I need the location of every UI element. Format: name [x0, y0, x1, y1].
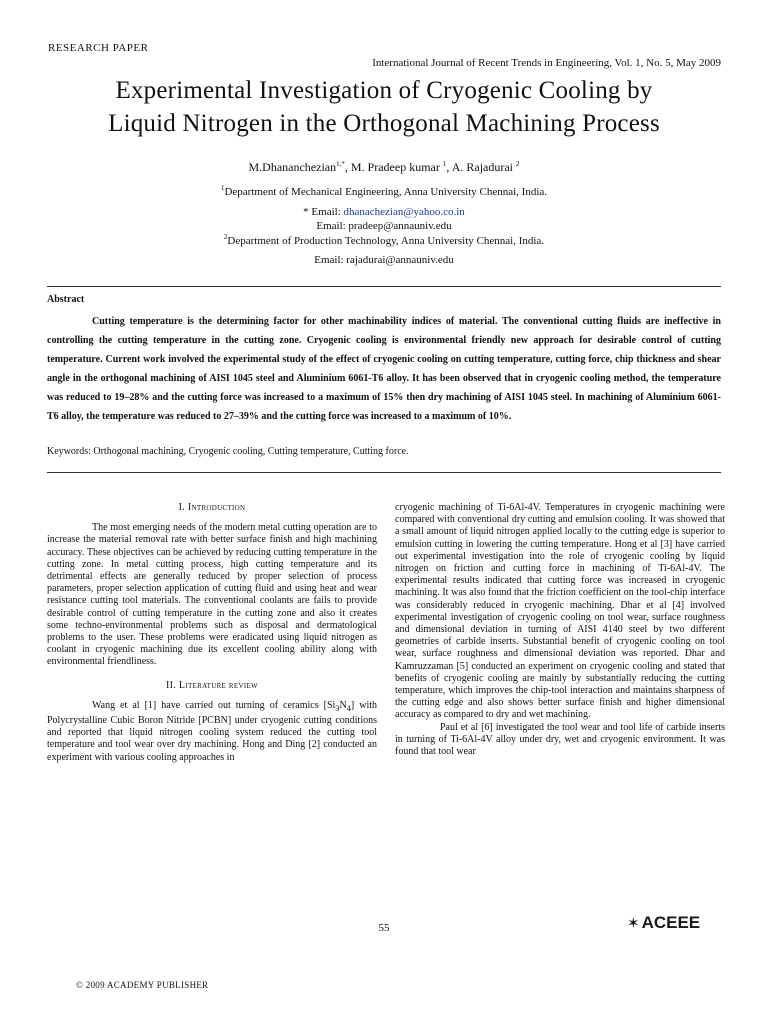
literature-text-b: N — [339, 699, 347, 711]
email-line-1 — [0, 206, 768, 218]
author-2-affil-mark: 1 — [442, 160, 447, 168]
star-icon: ✶ — [627, 915, 640, 932]
literature-text-a: Wang et al [1] have carried out turning of ceramics [Si — [92, 699, 336, 711]
affiliation-2 — [0, 233, 768, 247]
affiliation-1 — [0, 184, 768, 198]
email-1-prefix: * Email: — [303, 206, 344, 218]
left-column — [47, 502, 377, 764]
affiliation-2-mark: 2 — [223, 233, 228, 241]
right-column — [395, 502, 725, 758]
email-1-link[interactable]: dhanachezian@yahoo.co.in — [343, 206, 465, 218]
author-1-affil-mark: 1,* — [336, 160, 345, 168]
publisher-logo — [627, 913, 700, 933]
right-column-paragraph-1: cryogenic machining of Ti-6Al-4V. Temperatures in cryogenic machining were compared with conventional dry cutting and emulsion cooling. It was showed that a small amount of liquid nitrogen applied locally to the cutting edge is superior to emulsion cutting in lowering the cutting temperature. Hong et al [3] have carried out experimental investigation into the role of cryogenic cooling by liquid nitrogen on friction and cutting force in machining of Ti-6Al-4V. The experimental results indicated that cutting force was increased in cryogenic machining. It was also found that the friction coefficient on the tool-chip interface was considerably reduced in cryogenic machining. Dhar et al [4] involved experimental investigation of cryogenic cooling on tool wear, surface roughness and dimensional deviation in turning of AISI 4140 steel by two different geometries of carbide inserts. Substantial benefit of cryogenic cooling on tool wear, surface roughness and dimensional deviation was reported. Dhar and Kamruzzaman [5] conducted an experiment on cryogenic cooling and stated that benefits of cryogenic cooling are mainly by substantially reducing the cutting temperature, which improves the chip-tool interaction and maintains sharpness of the cutting edge and also shows better surface finish and higher dimensional accuracy as compared to dry and wet machining. — [395, 502, 725, 721]
article-type-label: RESEARCH PAPER — [48, 42, 149, 54]
divider-bottom — [47, 472, 721, 473]
author-2: , M. Pradeep kumar — [344, 160, 443, 174]
author-1: M.Dhananchezian — [248, 160, 337, 174]
email-line-3: Email: rajadurai@annauniv.edu — [314, 254, 454, 266]
right-column-paragraph-2: Paul et al [6] investigated the tool wear and tool life of carbide inserts in turning of Ti-6Al-4V alloy under dry, wet and cryogenic environment. It was found that tool wear — [395, 721, 725, 758]
author-list — [0, 160, 768, 175]
abstract-body: Cutting temperature is the determining factor for other machinability indices of material. The conventional cutting fluids are ineffective in controlling the cutting temperature in the cutting zone. Cryogenic cooling is environmental friendly new approach for desirable control of cutting temperature. Current work involved the experimental study of the effect of cryogenic cooling on cutting temperature, cutting force, chip thickness and shear angle in the orthogonal machining of AISI 1045 steel and Aluminium 6061-T6 alloy. It has been observed that in cryogenic cooling method, the temperature was reduced to 19–28% and the cutting force was increased to a maximum of 15% then dry machining of AISI 1045 steel. In machining of Aluminium 6061-T6 alloy, the temperature was reduced to 27–39% and the cutting force was increased to a maximum of 10%. — [47, 316, 721, 422]
paper-title — [20, 74, 748, 140]
literature-text-c: ] with Polycrystalline Cubic Boron Nitride [PCBN] under cryogenic cutting conditions and reported that liquid nitrogen cooling system reduced the cutting tool temperature and tool wear over dry machining. Hong and Ding [2] conducted an experiment with various cooling approaches in — [47, 699, 378, 763]
page-number: 55 — [378, 922, 390, 934]
keywords: Keywords: Orthogonal machining, Cryogenic cooling, Cutting temperature, Cutting force. — [47, 446, 409, 457]
section-heading-introduction: I. Introduction — [178, 502, 246, 513]
title-line-1: Experimental Investigation of Cryogenic Cooling by — [115, 77, 653, 104]
introduction-paragraph: The most emerging needs of the modern metal cutting operation are to increase the material removal rate with better surface finish and high machining accuracy. These objectives can be achieved by reducing cutting temperature in the cutting zone. In metal cutting process, high cutting temperature and its detrimental effects are generally reduced by proper selection of process parameters, proper selection application of cutting fluid and using heat and wear resistance cutting tool materials. The conventional coolants are fails to provide desirable control of cutting temperature in the cutting zone and also it creates some techno-environmental problems such as disposal and dermatological problems to the user. These problems were eradicated using liquid nitrogen as coolant in cryogenic machining due its excellent cooling ability along with environmental friendliness. — [47, 522, 377, 668]
section-heading-literature-review: II. Literature review — [166, 679, 258, 691]
author-3: , A. Rajadurai — [446, 160, 517, 174]
journal-citation: International Journal of Recent Trends in Engineering, Vol. 1, No. 5, May 2009 — [372, 57, 721, 69]
publisher-logo-text: ACEEE — [641, 913, 701, 932]
author-3-affil-mark: 2 — [516, 160, 520, 168]
abstract-heading: Abstract — [47, 294, 85, 305]
subscript-4: 4 — [346, 703, 351, 713]
email-line-2: Email: pradeep@annauniv.edu — [316, 220, 452, 232]
title-line-2: Liquid Nitrogen in the Orthogonal Machining Process — [108, 110, 660, 137]
affiliation-1-mark: 1 — [220, 184, 225, 192]
literature-paragraph — [47, 700, 377, 764]
copyright-notice: © 2009 ACADEMY PUBLISHER — [76, 980, 209, 990]
affiliation-1-text: Department of Mechanical Engineering, Anna University Chennai, India. — [224, 186, 548, 198]
subscript-3: 3 — [335, 703, 340, 713]
affiliation-2-text: Department of Production Technology, Anna University Chennai, India. — [227, 235, 545, 247]
divider-top — [47, 286, 721, 287]
